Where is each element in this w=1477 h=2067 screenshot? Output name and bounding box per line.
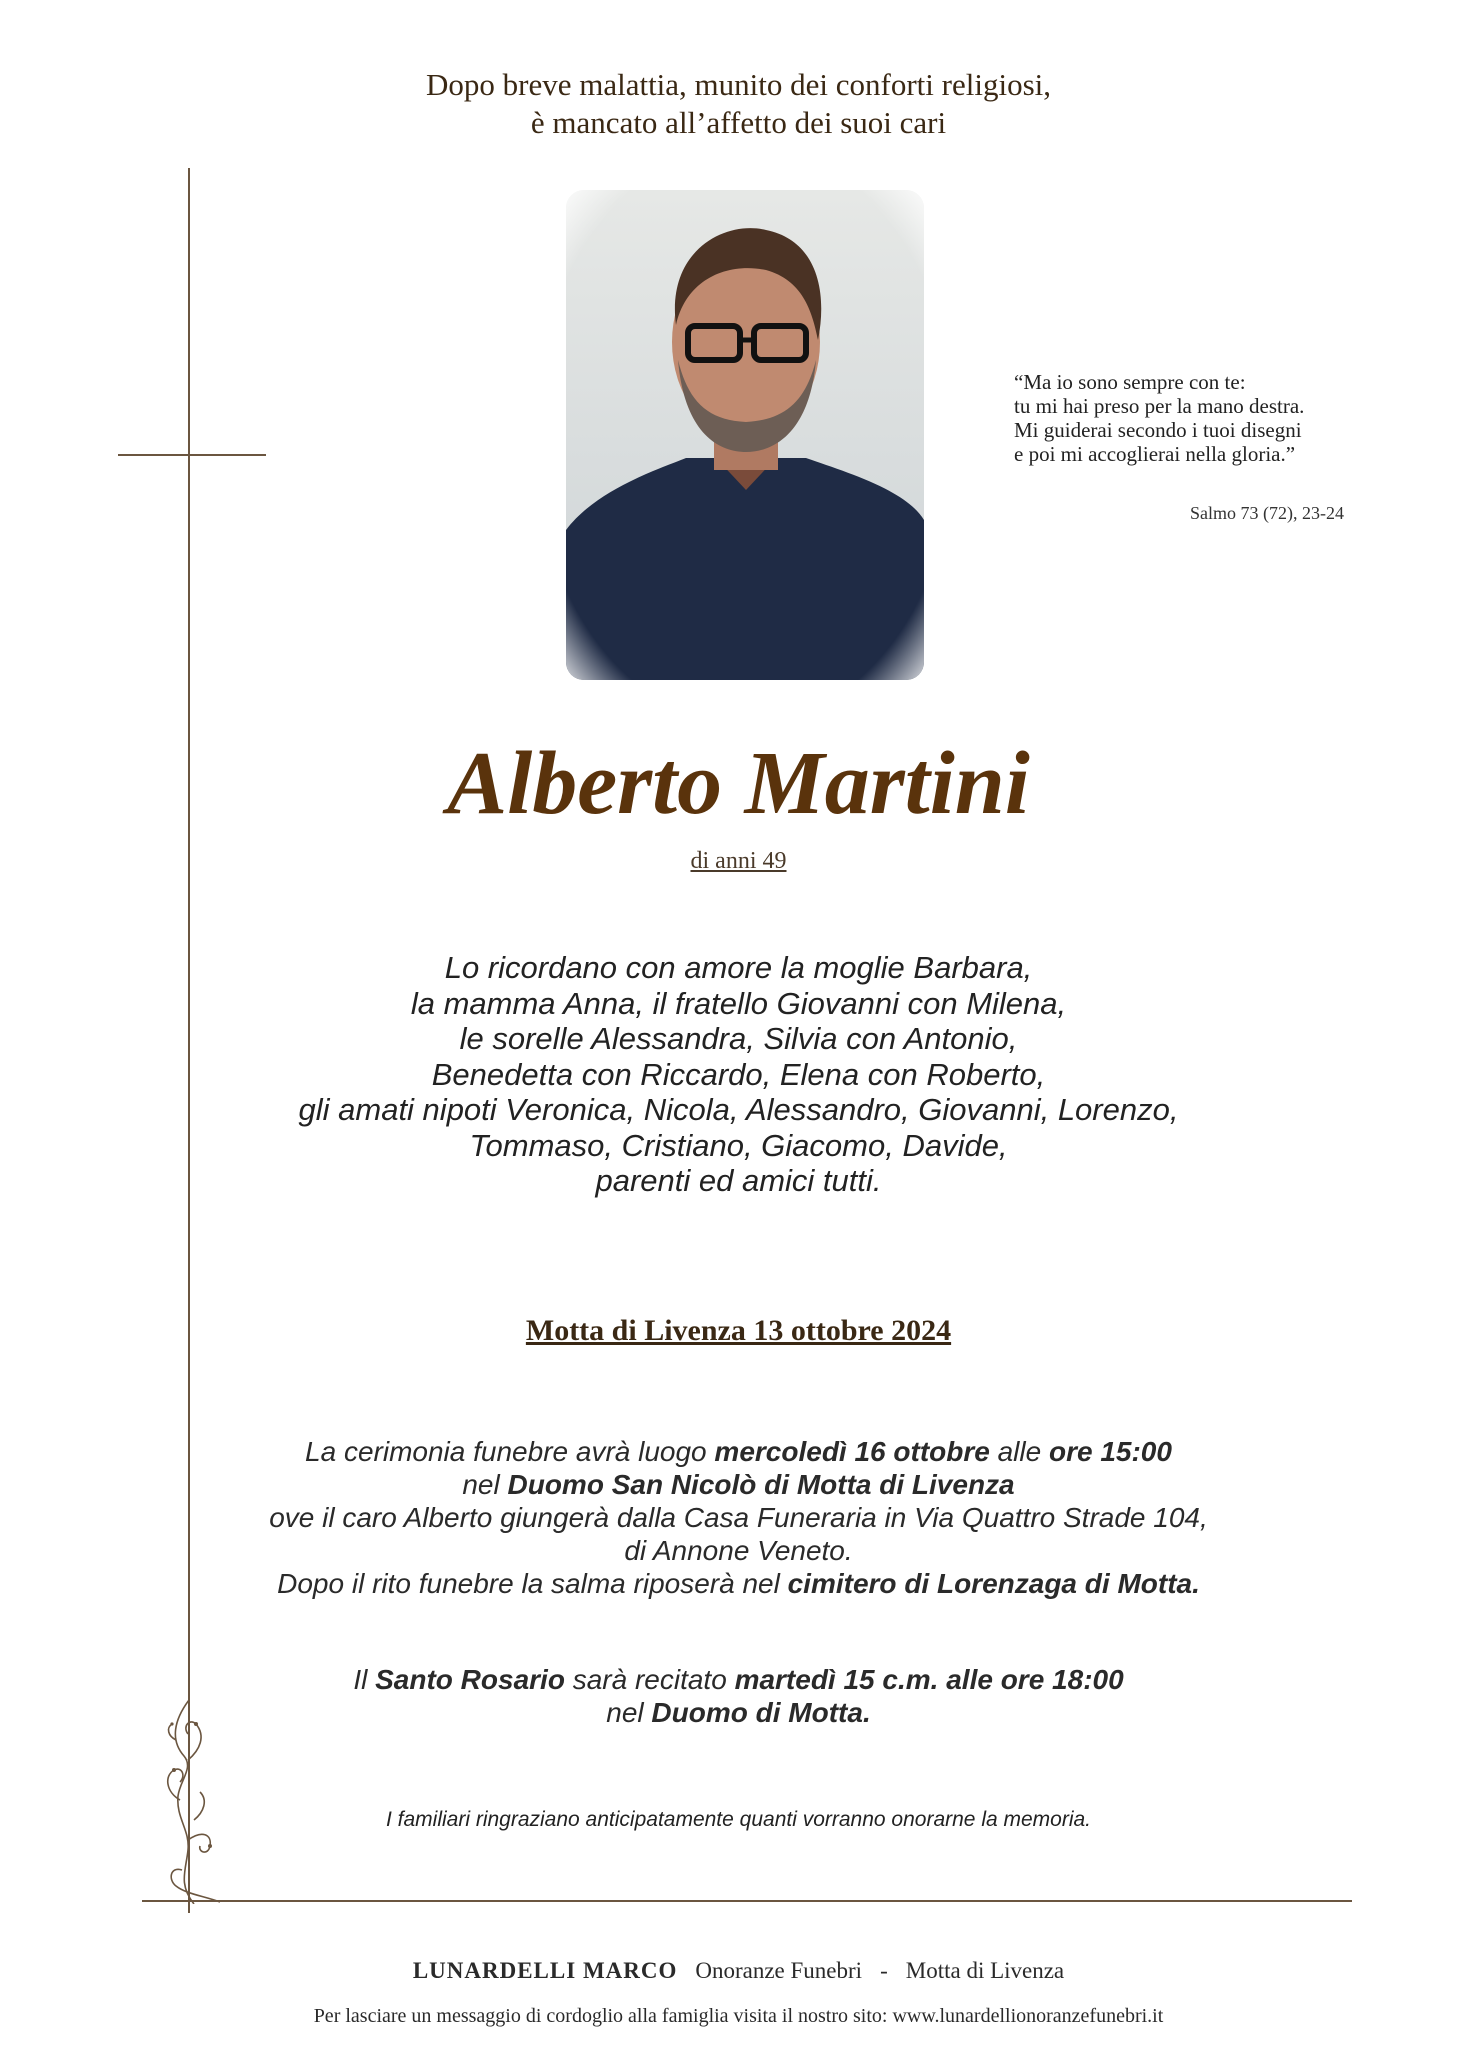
- psalm-quote: [1014, 370, 1394, 466]
- intro-line-1: Dopo breve malattia, munito dei conforti religiosi,: [425, 67, 1051, 102]
- ceremony-text: nel: [462, 1469, 508, 1500]
- family-line: gli amati nipoti Veronica, Nicola, Alessandro, Giovanni, Lorenzo,: [298, 1092, 1179, 1127]
- cross-horizontal-line: [118, 454, 266, 456]
- family-line: parenti ed amici tutti.: [595, 1163, 882, 1198]
- family-line: Tommaso, Cristiano, Giacomo, Davide,: [469, 1127, 1008, 1163]
- family-line: Benedetta con Riccardo, Elena con Roberto,: [431, 1056, 1046, 1092]
- ceremony-church: Duomo San Nicolò di Motta di Livenza: [507, 1469, 1015, 1500]
- quote-line: tu mi hai preso per la mano destra.: [1014, 394, 1305, 418]
- quote-line: Mi guiderai secondo i tuoi disegni: [1014, 418, 1302, 442]
- ceremony-line: ove il caro Alberto giungerà dalla Casa Funeraria in Via Quattro Strade 104,: [269, 1502, 1208, 1533]
- place-date-text: Motta di Livenza 13 ottobre 2024: [525, 1314, 952, 1347]
- bottom-divider: [142, 1900, 1352, 1902]
- quote-line: e poi mi accoglierai nella gloria.”: [1014, 442, 1296, 466]
- ceremony-line: di Annone Veneto.: [624, 1535, 853, 1566]
- rosary-info: [0, 1663, 1477, 1729]
- ceremony-text: La cerimonia funebre avrà luogo: [305, 1436, 715, 1467]
- rosary-church: Duomo di Motta.: [651, 1697, 871, 1728]
- ceremony-line: [0, 1567, 1477, 1600]
- family-line: le sorelle Alessandra, Silvia con Antonio,: [459, 1021, 1018, 1056]
- funeral-home-town: Motta di Livenza: [905, 1958, 1065, 1983]
- ceremony-line: [0, 1468, 1477, 1501]
- rosary-line: [0, 1663, 1477, 1696]
- ceremony-text: Dopo il rito funebre la salma riposerà nel: [277, 1568, 788, 1599]
- rosary-text: nel: [606, 1697, 652, 1728]
- rosary-title: Santo Rosario: [375, 1664, 565, 1695]
- rosary-line: [0, 1696, 1477, 1729]
- deceased-age: [0, 848, 1477, 875]
- place-date: [0, 1314, 1477, 1348]
- rosary-time: martedì 15 c.m. alle ore 18:00: [734, 1664, 1124, 1695]
- quote-reference: Salmo 73 (72), 23-24: [1190, 503, 1344, 523]
- footer-separator: -: [880, 1958, 888, 1983]
- intro-text: [0, 66, 1477, 142]
- ceremony-info: [0, 1435, 1477, 1600]
- family-list: [0, 950, 1477, 1199]
- funeral-home-info: [0, 1958, 1477, 1984]
- family-line: Lo ricordano con amore la moglie Barbara,: [444, 950, 1033, 985]
- funeral-home-name: LUNARDELLI MARCO: [412, 1958, 678, 1983]
- funeral-home-service: Onoranze Funebri: [695, 1958, 863, 1983]
- rosary-text: Il: [353, 1664, 376, 1695]
- ceremony-text: alle: [989, 1436, 1049, 1467]
- age-text: di anni 49: [690, 848, 787, 874]
- ceremony-time: ore 15:00: [1048, 1436, 1172, 1467]
- ceremony-cemetery: cimitero di Lorenzaga di Motta.: [787, 1568, 1200, 1599]
- intro-line-2: è mancato all’affetto dei suoi cari: [530, 105, 947, 140]
- portrait-photo: [566, 190, 924, 680]
- deceased-name: Alberto Martini: [447, 734, 1030, 833]
- rosary-text: sarà recitato: [564, 1664, 735, 1695]
- ceremony-line: [0, 1435, 1477, 1468]
- website-note: Per lasciare un messaggio di cordoglio alla famiglia visita il nostro sito: www.lunardellionoranzefunebri.it: [313, 2005, 1164, 2027]
- floral-ornament-icon: [160, 1700, 240, 1904]
- thanks-note: I familiari ringraziano anticipatamente quanti vorranno onorarne la memoria.: [385, 1808, 1092, 1831]
- family-line: la mamma Anna, il fratello Giovanni con Milena,: [410, 985, 1067, 1021]
- ceremony-date: mercoledì 16 ottobre: [714, 1436, 990, 1467]
- quote-line: “Ma io sono sempre con te:: [1014, 370, 1246, 394]
